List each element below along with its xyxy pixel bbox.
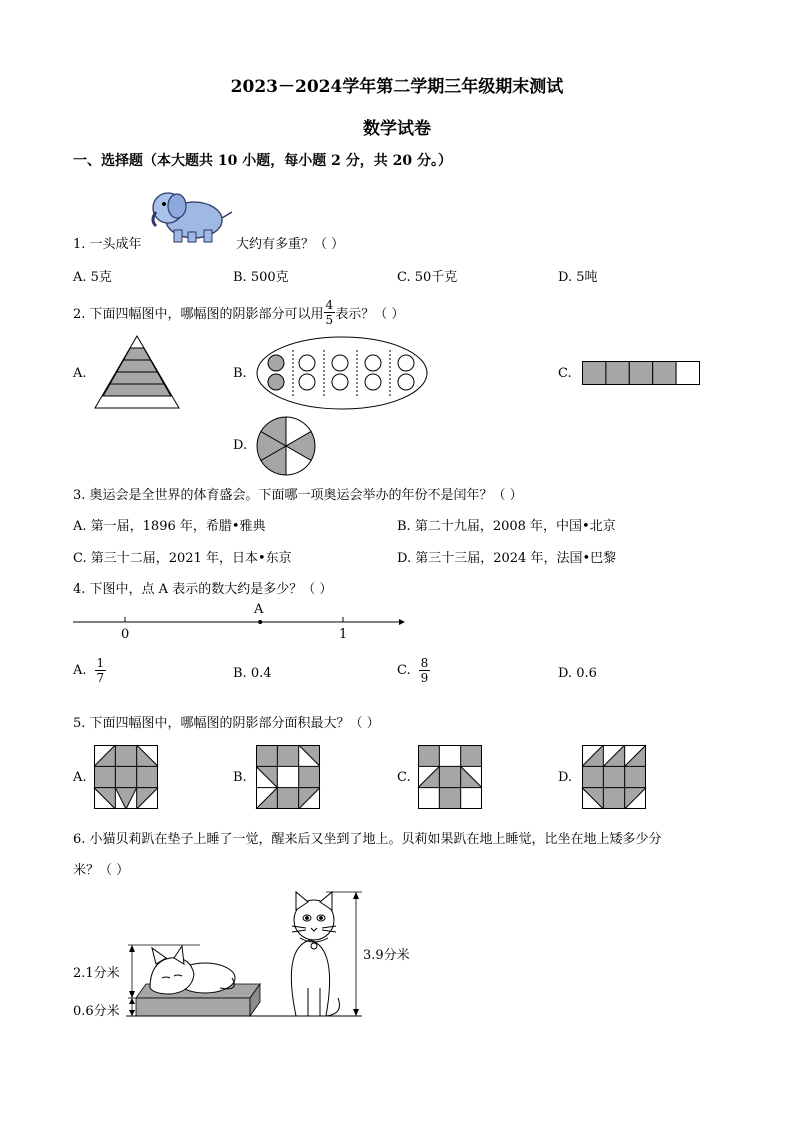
q4-stem: 4. 下图中，点 A 表示的数大约是多少？（ ） [73, 582, 333, 597]
q4-option-c-den: 9 [420, 671, 429, 685]
q4-option-c-fraction [419, 656, 431, 685]
sleeping-cat-icon [150, 946, 235, 994]
q1-prefix: 1. 一头成年 [73, 237, 142, 252]
q5-figure-a [94, 745, 158, 809]
q4-option-c-letter: C. [397, 663, 411, 678]
q3-stem: 3. 奥运会是全世界的体育盛会。下面哪一项奥运会举办的年份不是闰年？（ ） [73, 488, 523, 503]
q2-label-d[interactable]: D. [233, 438, 248, 453]
q4-tick-0: 0 [121, 627, 130, 642]
q6-mat-height-label: 0.6分米 [73, 1004, 120, 1019]
q6-sitting-height-label: 3.9分米 [363, 948, 410, 963]
q2-label-b[interactable]: B. [233, 366, 247, 381]
q1-option-c[interactable]: C. 50千克 [397, 270, 458, 285]
q5-figure-d [582, 745, 646, 809]
q4-option-a-num: 1 [96, 656, 105, 670]
q2-prefix: 2. 下面四幅图中，哪幅图的阴影部分可以用 [73, 307, 324, 322]
sitting-cat-icon [291, 892, 339, 1016]
q4-option-c[interactable] [397, 656, 430, 685]
q4-tick-1: 1 [339, 627, 348, 642]
q2-frac-den: 5 [325, 313, 334, 327]
q4-option-a-den: 7 [96, 671, 105, 685]
q3-option-b[interactable]: B. 第二十九届，2008 年，中国•北京 [397, 519, 616, 534]
q1-option-d[interactable]: D. 5吨 [558, 270, 598, 285]
q6-stem-line1: 6. 小猫贝莉趴在垫子上睡了一觉，醒来后又坐到了地上。贝莉如果趴在地上睡觉，比坐在地上矮多少分 [73, 832, 662, 847]
q1-suffix: 大约有多重？（ ） [236, 237, 345, 252]
q2-label-c[interactable]: C. [558, 366, 572, 381]
q2-fraction [324, 298, 336, 327]
q1-option-b[interactable]: B. 500克 [233, 270, 289, 285]
q6-lying-height-label: 2.1分米 [73, 966, 120, 981]
q2-stem [73, 298, 404, 327]
q2-suffix: 表示？（ ） [335, 307, 405, 322]
q2-figure-c-bar [582, 361, 700, 385]
q2-figure-a-triangle [94, 336, 180, 410]
section-heading: 一、选择题（本大题共 10 小题，每小题 2 分，共 20 分。） [73, 153, 452, 169]
q2-frac-num: 4 [325, 298, 334, 312]
q4-option-d[interactable]: D. 0.6 [558, 666, 597, 681]
q4-option-b[interactable]: B. 0.4 [233, 666, 272, 681]
q3-option-c[interactable]: C. 第三十二届，2021 年，日本•东京 [73, 551, 292, 566]
q3-option-a[interactable]: A. 第一届，1896 年，希腊•雅典 [73, 519, 266, 534]
q5-label-d[interactable]: D. [558, 770, 573, 785]
q5-stem: 5. 下面四幅图中，哪幅图的阴影部分面积最大？（ ） [73, 716, 380, 731]
q5-label-b[interactable]: B. [233, 770, 247, 785]
q2-figure-d-circle [256, 416, 316, 476]
q5-label-c[interactable]: C. [397, 770, 411, 785]
q4-point-label: A [254, 602, 264, 617]
exam-title: 2023－2024学年第二学期三年级期末测试 [230, 77, 564, 97]
q4-option-a-letter: A. [73, 663, 87, 678]
exam-subtitle: 数学试卷 [363, 119, 431, 139]
q5-figure-c [418, 745, 482, 809]
q2-label-a[interactable]: A. [73, 366, 87, 381]
q5-figure-b [256, 745, 320, 809]
q2-figure-b-ellipse [256, 336, 428, 410]
q3-option-d[interactable]: D. 第三十三届，2024 年，法国•巴黎 [397, 551, 617, 566]
elephant-icon [146, 186, 236, 246]
q4-option-c-num: 8 [420, 656, 429, 670]
q5-label-a[interactable]: A. [73, 770, 87, 785]
q4-option-a-fraction [95, 656, 107, 685]
q4-option-a[interactable] [73, 656, 106, 685]
q1-option-a[interactable]: A. 5克 [73, 270, 112, 285]
q6-stem-line2: 米？（ ） [73, 863, 130, 878]
